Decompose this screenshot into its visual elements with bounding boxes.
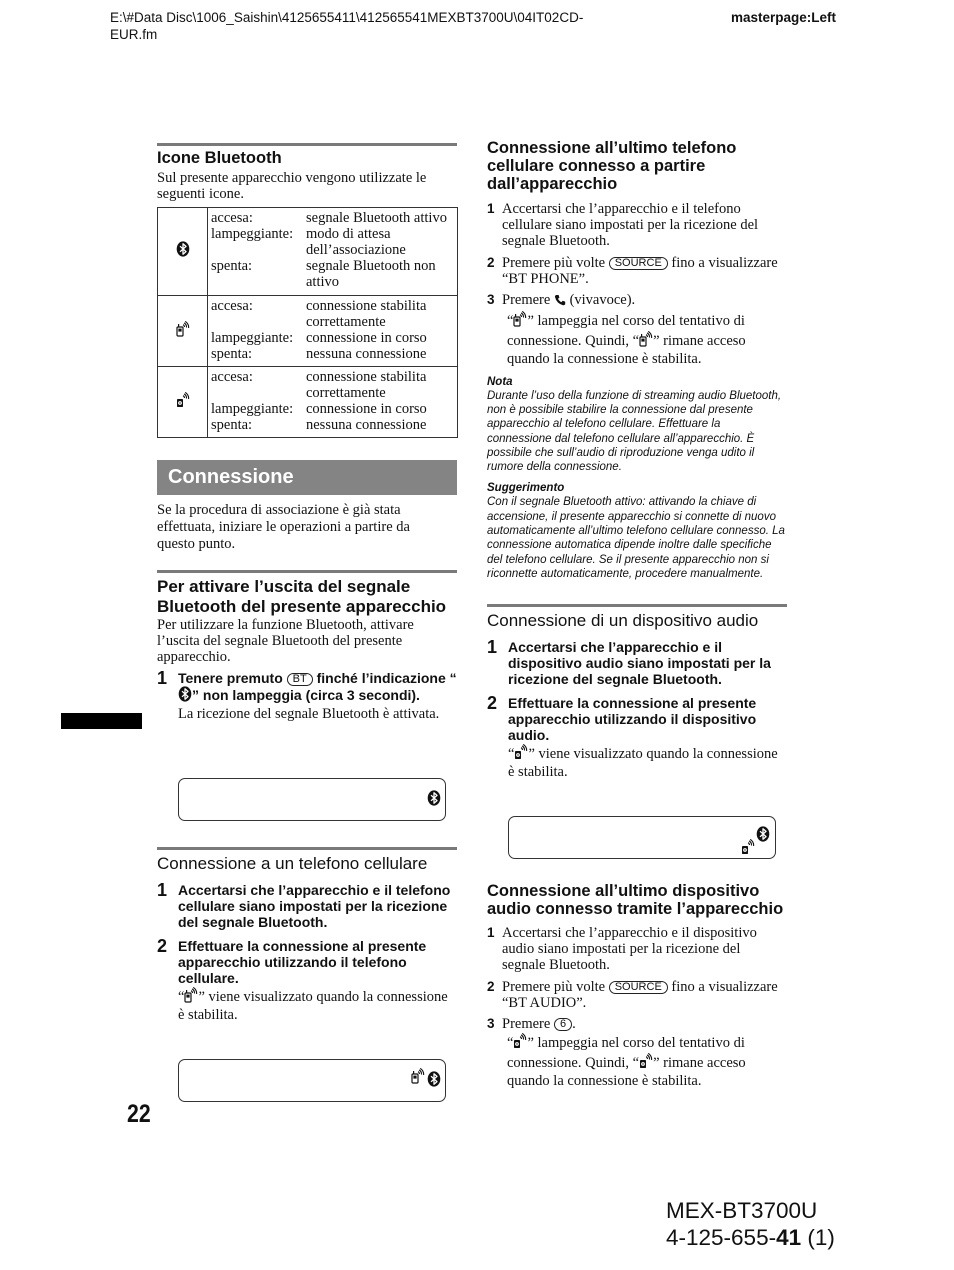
state-label: accesa: <box>211 210 253 226</box>
step-text: Effettuare la connessione al presente apparecchio utilizzando il telefono cellulare. <box>178 937 427 987</box>
audio-section <box>487 611 787 780</box>
thumb-tab <box>61 713 142 729</box>
step-note-part: “ <box>178 989 185 1006</box>
icon-cell <box>158 296 208 367</box>
step-text: Accertarsi che l’apparecchio e il telefono cellulare siano impostati per la ricezione del segnale Bluetooth. <box>502 200 759 249</box>
step <box>157 882 457 931</box>
state-desc: nessuna connessione <box>306 346 427 362</box>
bt-button: BT <box>287 673 313 686</box>
step <box>487 1016 787 1089</box>
section-title: Connessione a un telefono cellulare <box>157 854 428 873</box>
step-text-part: Premere <box>502 1016 554 1033</box>
state-desc: connessione in corso <box>306 330 427 346</box>
step-text: Accertarsi che l’apparecchio e il dispositivo audio siano impostati per la ricezione del segnale Bluetooth. <box>502 925 757 974</box>
icon-table-row <box>158 208 458 296</box>
phone-connection-icon <box>176 324 190 341</box>
step-note: La ricezione del segnale Bluetooth è attivata. <box>178 706 440 723</box>
step-text <box>502 255 787 287</box>
audio-connection-icon <box>513 1033 527 1053</box>
step-text-part: Premere più volte <box>502 979 609 996</box>
section-title: Connessione all’ultimo dispositivo audio connesso tramite l’apparecchio <box>487 882 784 919</box>
step-text <box>502 292 787 310</box>
connessione-intro: Se la procedura di associazione è già stata effettuata, iniziare le operazioni a partire da questo punto. <box>157 502 410 552</box>
part-number-suffix: (1) <box>801 1225 835 1250</box>
step-note <box>508 744 787 780</box>
step-note <box>178 987 457 1023</box>
phone-connection-icon <box>411 1068 425 1089</box>
masterpage-label: masterpage:Left <box>731 10 837 25</box>
step-text-part: Tenere premuto <box>178 670 287 686</box>
number-6-button: 6 <box>554 1018 572 1031</box>
state-label: accesa: <box>211 298 253 314</box>
section-title: Connessione all’ultimo telefono cellulare connesso a partire dall’apparecchio <box>487 139 737 194</box>
section-rule <box>157 847 457 850</box>
state-label: spenta: <box>211 346 253 362</box>
activate-section <box>157 577 457 722</box>
state-desc: nessuna connessione <box>306 417 427 433</box>
bluetooth-icon <box>756 826 770 847</box>
state-desc: segnale Bluetooth attivo <box>306 210 447 226</box>
step-text-part: fino a visualizzare “BT PHONE”. <box>502 254 778 287</box>
step-text-part: finché l’indicazione “ <box>312 670 457 686</box>
icon-desc-cell <box>208 208 458 296</box>
audio-connection-icon <box>741 839 755 860</box>
step-text <box>502 979 787 1011</box>
state-label: accesa: <box>211 369 253 385</box>
icon-cell <box>158 367 208 438</box>
step <box>487 292 787 367</box>
section-intro: Per utilizzare la funzione Bluetooth, attivare l’uscita del segnale Bluetooth del presente apparecchio. <box>157 617 414 665</box>
step <box>157 670 457 722</box>
step-number: 2 <box>487 254 495 270</box>
bluetooth-icon <box>176 244 190 261</box>
source-button: SOURCE <box>609 981 668 994</box>
step-number: 1 <box>487 200 495 216</box>
state-desc: connessione stabilita correttamente <box>306 298 427 330</box>
step-note <box>502 311 787 367</box>
last-phone-section <box>487 139 787 581</box>
step <box>487 639 787 688</box>
icon-desc-cell <box>208 367 458 438</box>
step-text-part: . <box>572 1016 576 1033</box>
section-intro: Sul presente apparecchio vengono utilizzate le seguenti icone. <box>157 170 427 202</box>
icon-desc-cell <box>208 296 458 367</box>
tip-text: Con il segnale Bluetooth attivo: attivando la chiave di accensione, il presente apparecchio si connette di nuovo automaticamente all’ultimo telefono cellulare connesso. La connessione automatica dipende inoltre dalle specifiche del telefono cellulare. Se il presente apparecchio non si riconnette automaticamente, procedere manualmente. <box>487 496 785 580</box>
icon-table <box>157 207 458 438</box>
section-rule <box>487 604 787 607</box>
step <box>487 692 787 781</box>
note-text: Durante l’uso della funzione di streaming audio Bluetooth, non è possibile stabilire la connessione dal presente apparecchio al telefono cellulare. Effettuare la connessione dal telefono cellulare all’apparecchio. È possibile che sull’audio di riproduzione venga udito il rumore della connessione. <box>487 389 782 474</box>
audio-connection-icon <box>514 744 528 764</box>
section-title: Per attivare l’uscita del segnale Bluetooth del presente apparecchio <box>157 577 447 616</box>
bluetooth-icon <box>427 790 441 811</box>
step <box>487 979 787 1011</box>
step-number: 2 <box>487 979 495 995</box>
display-illustration <box>178 778 446 821</box>
state-label: lampeggiante: <box>211 401 294 417</box>
icon-table-row <box>158 367 458 438</box>
state-label: lampeggiante: <box>211 330 294 346</box>
icons-section <box>157 149 457 202</box>
step-text-part: Premere più volte <box>502 254 609 271</box>
step-number: 2 <box>157 935 168 956</box>
step-note-part: ” viene visualizzato quando la connessione è stabilita. <box>508 746 778 781</box>
display-illustration <box>178 1059 446 1102</box>
step <box>157 935 457 1024</box>
state-desc: modo di attesa dell’associazione <box>306 226 406 258</box>
step-number: 1 <box>487 925 495 941</box>
part-number-bold: 41 <box>776 1225 802 1250</box>
icon-cell <box>158 208 208 296</box>
phone-connection-icon <box>513 311 527 331</box>
phone-connection-icon <box>639 331 653 351</box>
state-desc: segnale Bluetooth non attivo <box>306 258 436 290</box>
step-text: Accertarsi che l’apparecchio e il dispositivo audio siano impostati per la ricezione del segnale Bluetooth. <box>508 639 771 688</box>
step-note-part: ” rimane acceso quando la connessione è stabilita. <box>507 332 746 367</box>
step-text-part: fino a visualizzare “BT AUDIO”. <box>502 979 778 1012</box>
step <box>487 925 787 973</box>
step-note-part: ” lampeggia nel corso del tentativo di connessione. Quindi, “ <box>507 1035 745 1072</box>
step-note-part: ” viene visualizzato quando la connessione è stabilita. <box>178 989 448 1024</box>
file-path-line2: EUR.fm <box>110 27 158 42</box>
step-note <box>502 1033 787 1089</box>
state-desc: connessione stabilita correttamente <box>306 369 427 401</box>
step-text-part: ” non lampeggia (circa 3 secondi). <box>192 687 420 704</box>
section-rule <box>157 570 457 573</box>
step-text-part: Premere <box>502 291 554 308</box>
page-number: 22 <box>127 1100 151 1128</box>
step-number: 1 <box>157 880 168 900</box>
state-label: spenta: <box>211 258 253 274</box>
chapter-band: Connessione <box>157 460 457 495</box>
step-note-part: “ <box>507 312 514 329</box>
step-number: 1 <box>157 668 168 688</box>
phone-section <box>157 854 457 1023</box>
step-text <box>178 670 457 705</box>
step-number: 3 <box>487 1016 495 1032</box>
file-path-line1: E:\#Data Disc\1006_Saishin\4125655411\412565541MEXBT3700U\04IT02CD- <box>110 10 584 25</box>
state-label: lampeggiante: <box>211 226 294 242</box>
step-text: Accertarsi che l’apparecchio e il telefono cellulare siano impostati per la ricezione del segnale Bluetooth. <box>178 882 451 931</box>
state-desc: connessione in corso <box>306 401 427 417</box>
part-number-prefix: 4-125-655- <box>666 1225 777 1250</box>
bluetooth-icon <box>427 1071 441 1092</box>
section-rule <box>157 143 457 146</box>
step <box>487 255 787 287</box>
step-number: 3 <box>487 291 495 307</box>
model-number: MEX-BT3700U <box>666 1198 818 1223</box>
phone-connection-icon <box>184 987 198 1007</box>
state-label: spenta: <box>211 417 253 433</box>
file-path <box>110 9 670 43</box>
audio-connection-icon <box>639 1053 653 1073</box>
step-note-part: ” lampeggia nel corso del tentativo di connessione. Quindi, “ <box>507 312 745 349</box>
bluetooth-icon <box>178 686 192 705</box>
audio-connection-icon <box>176 395 190 412</box>
step-text-part: (vivavoce). <box>565 291 636 308</box>
part-number <box>666 1224 835 1251</box>
section-title: Icone Bluetooth <box>157 149 282 167</box>
step-note-part: “ <box>507 1035 514 1052</box>
step-note-part: “ <box>508 746 515 763</box>
step-number: 2 <box>487 692 498 713</box>
display-illustration <box>508 816 776 859</box>
step-text: Effettuare la connessione al presente apparecchio utilizzando il dispositivo audio. <box>508 694 757 744</box>
handsfree-icon <box>554 294 566 310</box>
last-audio-section <box>487 882 787 1089</box>
tip-title: Suggerimento <box>487 482 565 495</box>
section-title: Connessione di un dispositivo audio <box>487 611 759 630</box>
step-text <box>502 1016 787 1032</box>
step-note-part: ” rimane acceso quando la connessione è stabilita. <box>507 1055 746 1090</box>
source-button: SOURCE <box>609 257 668 270</box>
icon-table-row <box>158 296 458 367</box>
note-title: Nota <box>487 375 513 388</box>
step <box>487 201 787 249</box>
step-number: 1 <box>487 637 498 657</box>
